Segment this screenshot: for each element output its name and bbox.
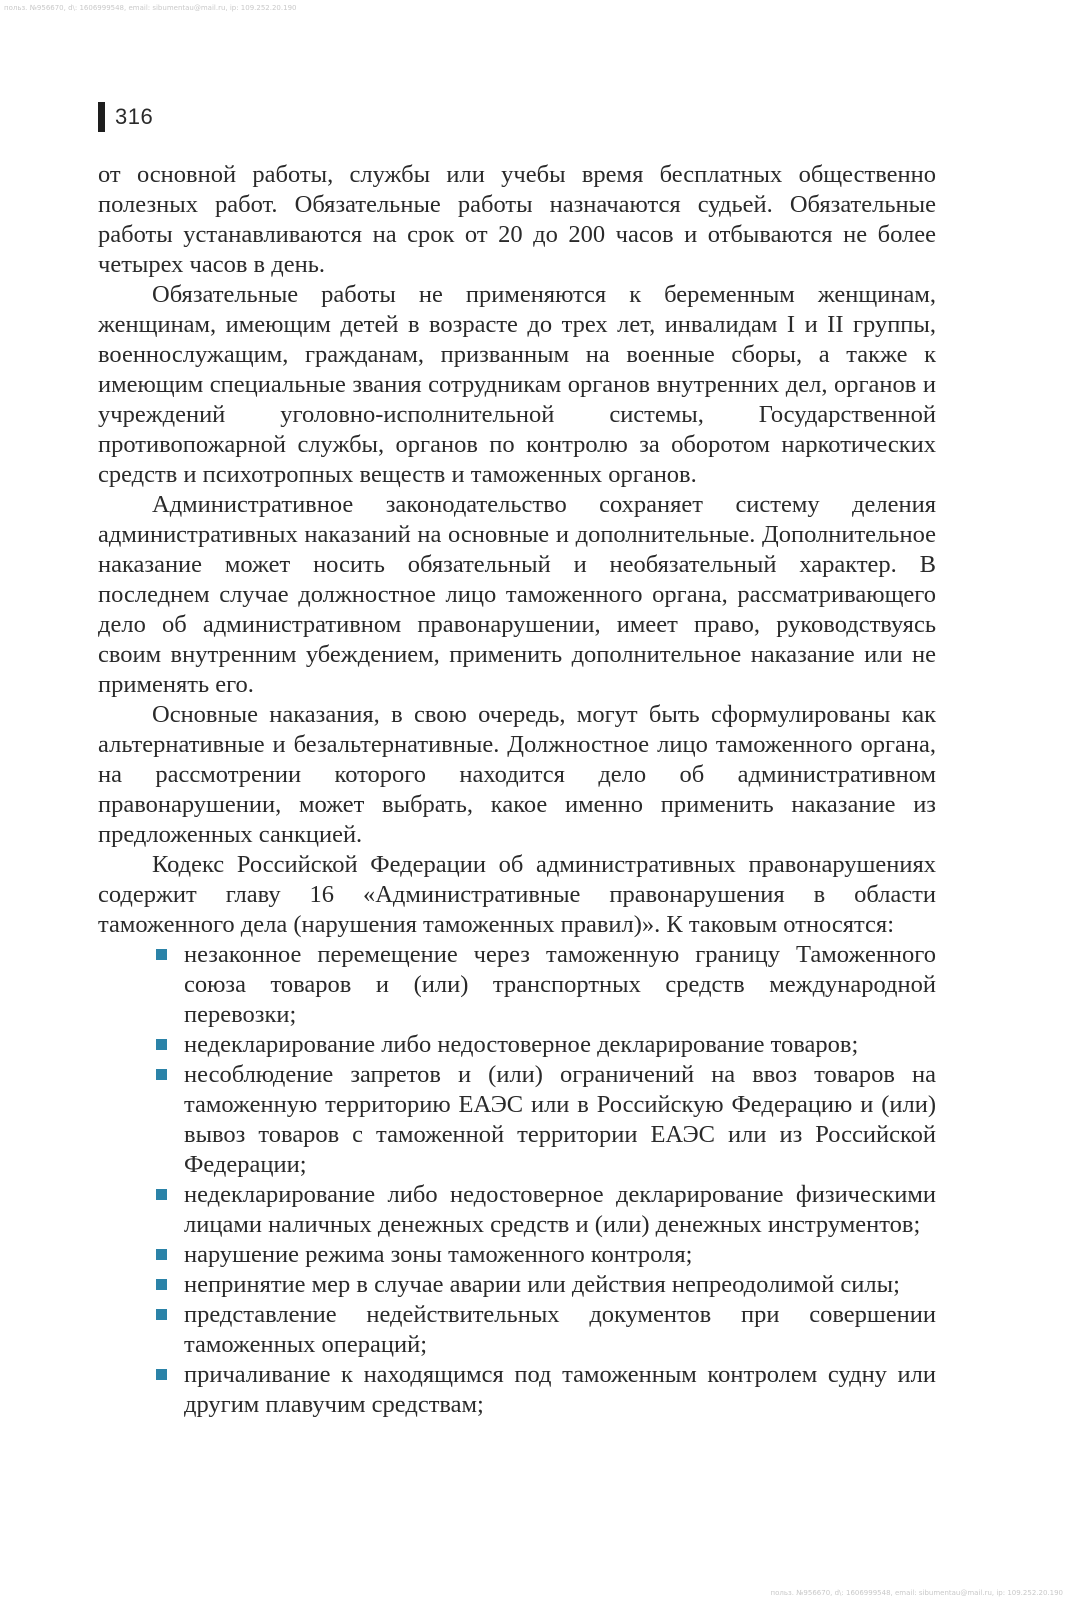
paragraph: Основные наказания, в свою очередь, могут быть сформулированы как альтернативные и безальтернативные. Должностное лицо таможенного органа, на рассмотрении которого находится дело об административном правонарушении, может выбрать, какое именно применить наказание из предложенных санкцией. <box>98 701 936 848</box>
list-item <box>184 1240 936 1270</box>
paragraph: Обязательные работы не применяются к беременным женщинам, женщинам, имеющим детей в возрасте до трех лет, инвалидам I и II группы, военнослужащим, гражданам, призванным на военные сборы, а также к имеющим специальные звания сотрудникам органов внутренних дел, органов и учреждений уголовно-исполнительной системы, Государственной противопожарной службы, органов по контролю за оборотом наркотических средств и психотропных веществ и таможенных органов. <box>98 281 936 488</box>
page-number: 316 <box>115 104 154 129</box>
list-item-text: непринятие мер в случае аварии или действия непреодолимой силы; <box>184 1271 900 1298</box>
list-item-text: несоблюдение запретов и (или) ограничений на ввоз товаров на таможенную территорию ЕАЭС или в Российскую Федерацию и (или) вывоз товаров с таможенной территории ЕАЭС или из Российской Федерации; <box>184 1061 936 1178</box>
list-item <box>184 1030 936 1060</box>
list-item <box>184 1270 936 1300</box>
paragraph: от основной работы, службы или учебы время бесплатных общественно полезных работ. Обязательные работы назначаются судьей. Обязательные работы устанавливаются на срок от 20 до 200 часов и отбываются не более четырех часов в день. <box>98 161 936 278</box>
list-item-text: причаливание к находящимся под таможенным контролем судну или другим плавучим средствам; <box>184 1361 936 1418</box>
list-item <box>184 940 936 1030</box>
square-bullet-icon <box>156 1249 167 1260</box>
square-bullet-icon <box>156 1189 167 1200</box>
paragraph: Кодекс Российской Федерации об административных правонарушениях содержит главу 16 «Административные правонарушения в области таможенного дела (нарушения таможенных правил)». К таковым относятся: <box>98 851 936 938</box>
list-item <box>184 1360 936 1420</box>
square-bullet-icon <box>156 949 167 960</box>
list-item-text: недекларирование либо недостоверное декларирование физическими лицами наличных денежных средств и (или) денежных инструментов; <box>184 1181 936 1238</box>
square-bullet-icon <box>156 1369 167 1380</box>
watermark-bottom: польз. №956670, d\: 1606999548, email: sibumentau@mail.ru, ip: 109.252.20.190 <box>770 1589 1063 1597</box>
paragraph: Административное законодательство сохраняет систему деления административных наказаний на основные и дополнительные. Дополнительное наказание может носить обязательный и необязательный характер. В последнем случае должностное лицо таможенного органа, рассматривающего дело об административном правонарушении, имеет право, руководствуясь своим внутренним убеждением, применить дополнительное наказание или не применять его. <box>98 491 936 698</box>
square-bullet-icon <box>156 1069 167 1080</box>
list-item-text: нарушение режима зоны таможенного контроля; <box>184 1241 693 1268</box>
square-bullet-icon <box>156 1309 167 1320</box>
watermark-top: польз. №956670, d\: 1606999548, email: sibumentau@mail.ru, ip: 109.252.20.190 <box>4 4 297 12</box>
list-item-text: представление недействительных документов при совершении таможенных операций; <box>184 1301 936 1358</box>
page-header <box>98 102 153 132</box>
list-item-text: недекларирование либо недостоверное декларирование товаров; <box>184 1031 859 1058</box>
square-bullet-icon <box>156 1279 167 1290</box>
header-bar <box>98 102 105 132</box>
offense-list <box>98 940 936 1420</box>
list-item <box>184 1060 936 1180</box>
list-item-text: незаконное перемещение через таможенную границу Таможенного союза товаров и (или) транспортных средств международной перевозки; <box>184 941 936 1028</box>
list-item <box>184 1180 936 1240</box>
square-bullet-icon <box>156 1039 167 1050</box>
list-item <box>184 1300 936 1360</box>
page-body <box>98 160 936 1420</box>
